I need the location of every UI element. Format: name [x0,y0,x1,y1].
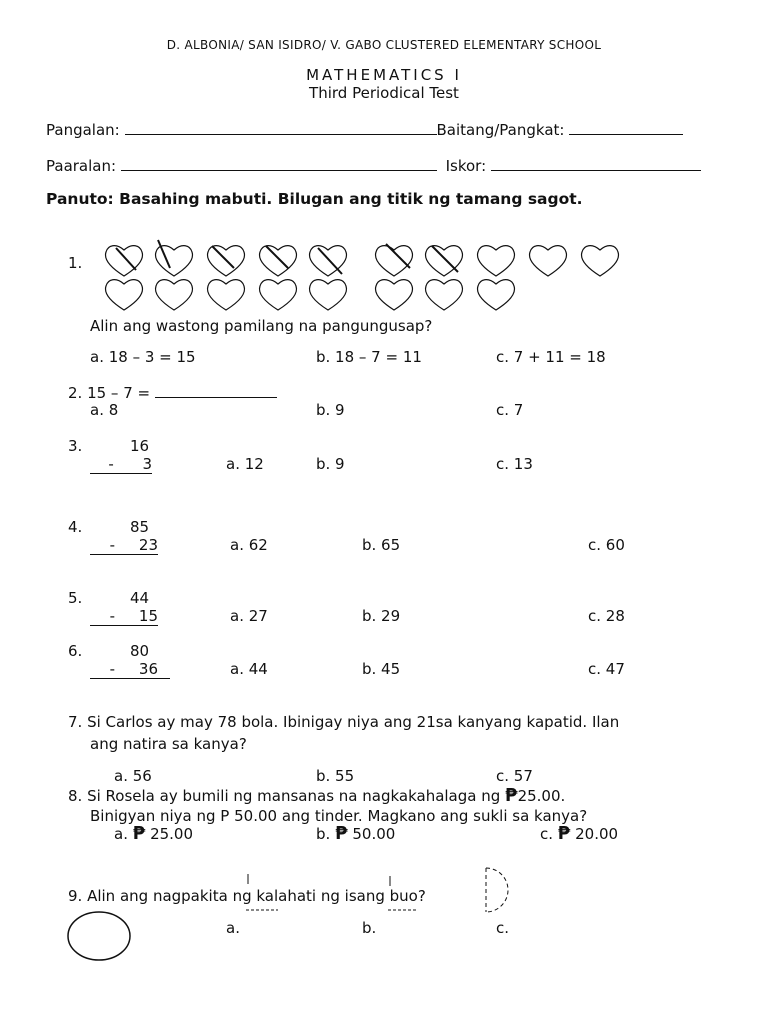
heart-icon [260,246,297,276]
heart-icon [376,280,413,310]
whole-circle-icon [66,910,134,964]
test-title: Third Periodical Test [309,84,459,102]
q2-question [68,383,277,402]
q8-choice-c[interactable] [540,823,618,844]
heart-icon [582,246,619,276]
q7-question-line1: 7. Si Carlos ay may 78 bola. Ibinigay niya ang 21sa kanyang kapatid. Ilan [68,713,620,731]
name-label: Pangalan: [46,121,120,139]
grade-blank[interactable] [569,120,683,135]
q9-choice-b[interactable]: b. [362,919,377,937]
school-blank[interactable] [121,156,437,171]
q8-choice-b[interactable] [316,823,395,844]
q3-minuend: 16 [130,437,150,455]
q8-text: 8. Si Rosela ay bumili ng mansanas na nagkakahalaga ng [68,787,501,805]
q7-question-line2: ang natira sa kanya? [90,735,247,753]
q4-choice-c[interactable]: c. 60 [588,536,625,554]
q6-number: 6. [68,642,83,660]
q3-choice-a[interactable]: a. 12 [226,455,264,473]
heart-icon [156,280,193,310]
q1-choice-c[interactable]: c. 7 + 11 = 18 [496,348,606,366]
q2-choice-a[interactable]: a. 8 [90,401,119,419]
heart-icon [156,246,193,276]
peso-sign: ₱ [557,823,571,844]
heart-icon [106,246,143,276]
q7-choice-a[interactable]: a. 56 [114,767,152,785]
q1-choice-b[interactable]: b. 18 – 7 = 11 [316,348,422,366]
q5-subtrahend: - 15 [90,607,158,626]
school-name: D. ALBONIA/ SAN ISIDRO/ V. GABO CLUSTERED ELEMENTARY SCHOOL [166,38,602,52]
q4-choice-b[interactable]: b. 65 [362,536,401,554]
peso-sign: ₱ [335,823,348,844]
q1-choice-a[interactable]: a. 18 – 3 = 15 [90,348,196,366]
q4-choice-a[interactable]: a. 62 [230,536,268,554]
peso-sign: ₱ [132,823,146,844]
heart-icon [310,280,347,310]
q7-choice-c[interactable]: c. 57 [496,767,533,785]
q8-a-amount: 25.00 [150,825,194,843]
heart-icon [106,280,143,310]
instructions: Panuto: Basahing mabuti. Bilugan ang titik ng tamang sagot. [46,190,583,208]
q2-choice-c[interactable]: c. 7 [496,401,524,419]
q3-subtrahend: - 3 [90,455,152,474]
heart-icon [376,246,413,276]
subject-title: MATHEMATICS I [306,66,462,84]
q8-question-line1 [68,785,565,806]
q5-choice-c[interactable]: c. 28 [588,607,625,625]
hearts-illustration [96,238,630,314]
q9-choice-c[interactable]: c. [496,919,510,937]
heart-icon [208,280,245,310]
q6-choice-c[interactable]: c. 47 [588,660,625,678]
q8-b-amount: 50.00 [352,825,396,843]
q2-blank [155,383,277,398]
q5-minuend: 44 [130,589,150,607]
q3-choice-b[interactable]: b. 9 [316,455,345,473]
heart-icon [260,280,297,310]
q8-question-line2: Binigyan niya ng P 50.00 ang tinder. Magkano ang sukli sa kanya? [90,807,588,825]
q2-text: 2. 15 – 7 = [68,384,151,402]
heart-row-1 [106,246,619,276]
school-label: Paaralan: [46,157,117,175]
peso-sign: ₱ [505,785,518,806]
q9-half-shapes [238,866,528,916]
q8-c-amount: 20.00 [575,825,619,843]
school-field [46,156,701,175]
q5-choice-b[interactable]: b. 29 [362,607,401,625]
heart-row-2 [106,280,515,310]
name-field [46,120,683,139]
q8-choice-a[interactable] [114,823,193,844]
heart-icon [478,246,515,276]
q9-choice-a[interactable]: a. [226,919,240,937]
heart-icon [478,280,515,310]
name-blank[interactable] [125,120,437,135]
q1-number: 1. [68,254,83,272]
q7-choice-b[interactable]: b. 55 [316,767,355,785]
q6-subtrahend-text: - 36 [109,660,158,678]
q4-minuend: 85 [130,518,150,536]
q9-question: 9. Alin ang nagpakita ng kalahati ng isang buo? [68,887,426,905]
q5-choice-a[interactable]: a. 27 [230,607,268,625]
q6-choice-a[interactable]: a. 44 [230,660,268,678]
q8-a-letter: a. [114,825,128,843]
q8-price: 25.00. [517,787,566,805]
q3-choice-c[interactable]: c. 13 [496,455,533,473]
heart-icon [426,280,463,310]
q8-c-letter: c. [540,825,554,843]
q6-choice-b[interactable]: b. 45 [362,660,401,678]
q4-subtrahend: - 23 [90,536,158,555]
score-label: Iskor: [445,157,487,175]
shape-fragment-icon [246,874,416,910]
q8-b-letter: b. [316,825,331,843]
q3-number: 3. [68,437,83,455]
grade-label: Baitang/Pangkat: [436,121,565,139]
q6-subtrahend [90,660,170,679]
q4-number: 4. [68,518,83,536]
q5-number: 5. [68,589,83,607]
half-circle-icon [486,868,508,912]
q6-minuend: 80 [130,642,150,660]
score-blank[interactable] [491,156,701,171]
q2-choice-b[interactable]: b. 9 [316,401,345,419]
heart-icon [530,246,567,276]
q1-question: Alin ang wastong pamilang na pangungusap? [90,317,433,335]
